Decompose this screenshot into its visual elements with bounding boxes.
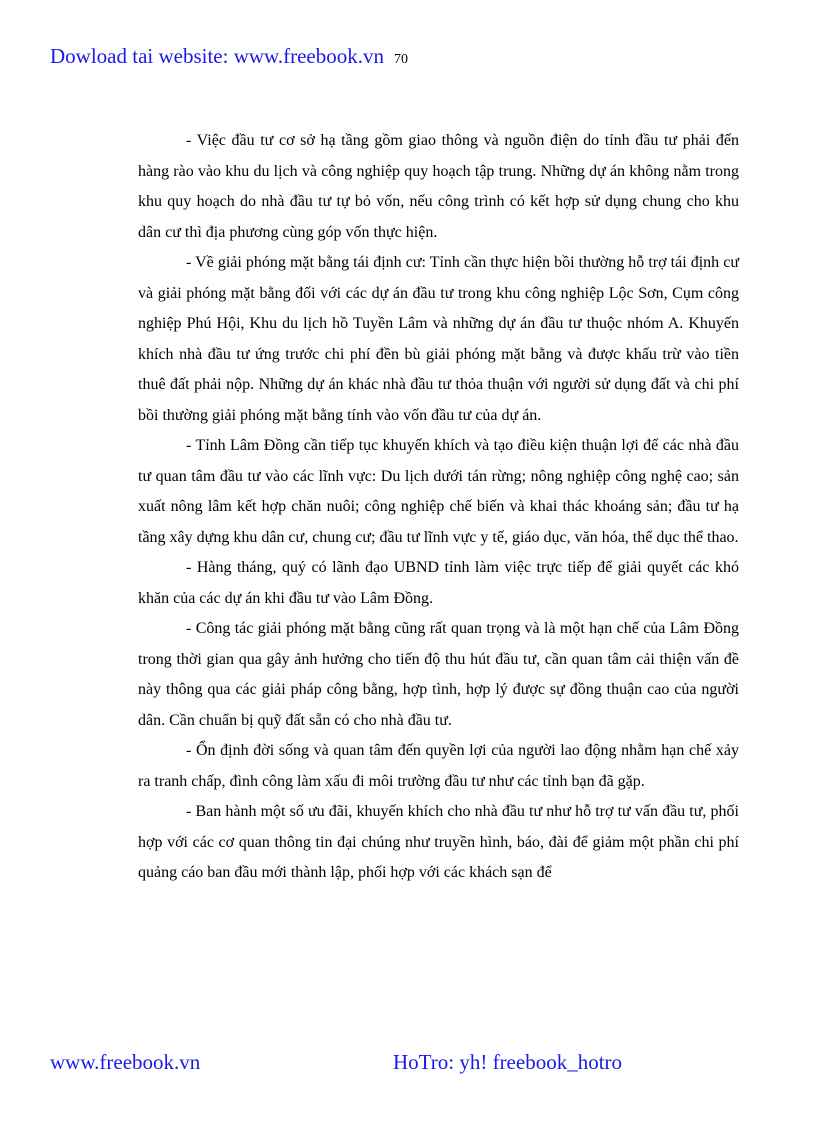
footer-website-link[interactable]: www.freebook.vn [50,1050,201,1074]
paragraph: - Về giải phóng mặt bằng tái định cư: Tỉnh cần thực hiện bồi thường hỗ trợ tái định cư và giải phóng mặt bằng đối với các dự án đầu tư trong khu công nghiệp Lộc Sơn, Cụm công nghiệp Phú Hội, Khu du lịch hồ Tuyền Lâm và những dự án đầu tư thuộc nhóm A. Khuyến khích nhà đầu tư ứng trước chi phí đền bù giải phóng mặt bằng và được khấu trừ vào tiền thuê đất phải nộp. Những dự án khác nhà đầu tư thỏa thuận với người sử dụng đất và chi phí bồi thường giải phóng mặt bằng tính vào vốn đầu tư của dự án. [138,254,739,424]
paragraph: - Hàng tháng, quý có lãnh đạo UBND tỉnh làm việc trực tiếp để giải quyết các khó khăn của các dự án khi đầu tư vào Lâm Đồng. [138,559,739,607]
paragraph: - Tỉnh Lâm Đồng cần tiếp tục khuyến khích và tạo điều kiện thuận lợi để các nhà đầu tư quan tâm đầu tư vào các lĩnh vực: Du lịch dưới tán rừng; nông nghiệp công nghệ cao; sản xuất nông lâm kết hợp chăn nuôi; công nghiệp chế biến và khai thác khoáng sản; đầu tư hạ tầng xây dựng khu dân cư, chung cư; đầu tư lĩnh vực y tế, giáo dục, văn hóa, thể dục thể thao. [138,437,739,546]
paragraph: - Công tác giải phóng mặt bằng cũng rất quan trọng và là một hạn chế của Lâm Đồng trong thời gian qua gây ảnh hưởng cho tiến độ thu hút đầu tư, cần quan tâm cải thiện vấn đề này thông qua các giải pháp công bằng, hợp tình, hợp lý được sự đồng thuận cao của người dân. Cần chuẩn bị quỹ đất sẵn có cho nhà đầu tư. [138,620,739,729]
paragraph: - Ổn định đời sống và quan tâm đến quyền lợi của người lao động nhằm hạn chế xảy ra tranh chấp, đình công làm xấu đi môi trường đầu tư như các tỉnh bạn đã gặp. [138,742,739,790]
paragraph: - Ban hành một số ưu đãi, khuyến khích cho nhà đầu tư như hỗ trợ tư vấn đầu tư, phối hợp với các cơ quan thông tin đại chúng như truyền hình, báo, đài để giảm một phần chi phí quảng cáo ban đầu mới thành lập, phối hợp với các khách sạn để [138,803,739,881]
page-number: 70 [393,52,408,67]
page-header [50,44,408,69]
footer-support-link[interactable]: HoTro: yh! freebook_hotro [393,1050,623,1074]
paragraph: - Việc đầu tư cơ sở hạ tầng gồm giao thông và nguồn điện do tỉnh đầu tư phải đến hàng rào vào khu du lịch và công nghiệp quy hoạch tập trung. Những dự án không nằm trong khu quy hoạch do nhà đầu tư tự bỏ vốn, nếu công trình có kết hợp sử dụng chung cho khu dân cư thì địa phương cùng góp vốn thực hiện. [138,132,739,241]
body-text [138,126,739,889]
website-link[interactable]: Dowload tai website: www.freebook.vn [50,44,384,68]
